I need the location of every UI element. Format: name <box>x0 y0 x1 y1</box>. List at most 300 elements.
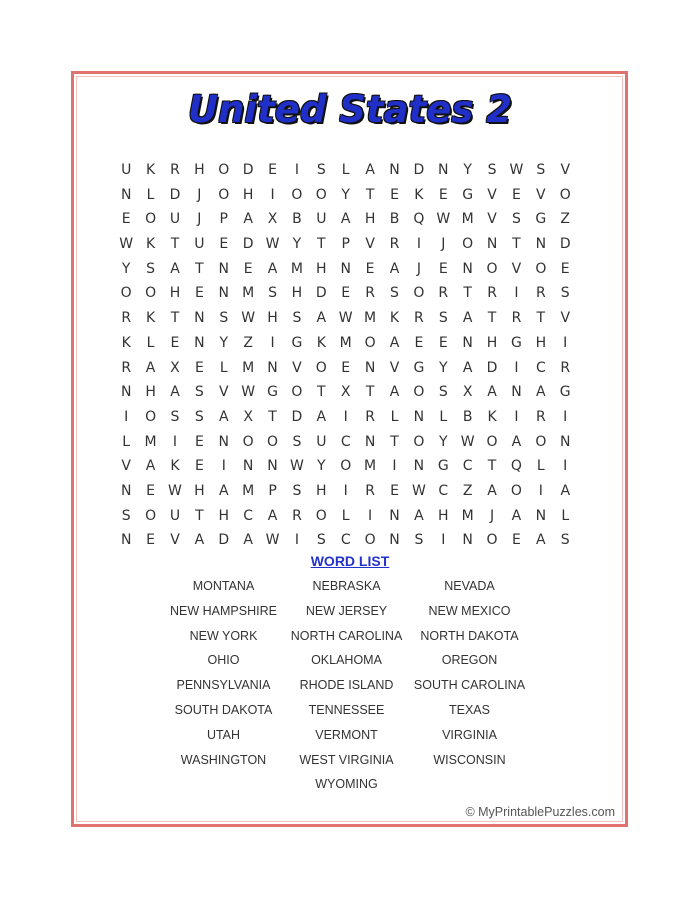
grid-letter: A <box>243 532 253 549</box>
grid-letter: K <box>145 236 156 253</box>
grid-letter: G <box>437 458 449 475</box>
grid-letter: P <box>219 211 228 228</box>
grid-letter: O <box>486 260 498 277</box>
grid-letter: H <box>316 260 327 277</box>
grid-letter: W <box>290 458 304 475</box>
grid-letter: N <box>486 236 498 253</box>
copyright-footer: © MyPrintablePuzzles.com <box>465 805 615 819</box>
grid-letter: L <box>561 507 570 524</box>
grid-letter: E <box>194 433 204 450</box>
grid-letter: I <box>368 507 373 524</box>
grid-letter: I <box>270 186 275 203</box>
grid-letter: N <box>535 236 547 253</box>
grid-letter: R <box>414 310 424 327</box>
word-list-item: SOUTH DAKOTA <box>174 702 273 717</box>
grid-letter: L <box>146 334 155 351</box>
grid-letter: T <box>487 458 497 475</box>
grid-letter: O <box>413 285 425 302</box>
grid-letter: I <box>343 408 348 425</box>
word-list-item: MONTANA <box>192 579 255 593</box>
grid-letter: O <box>315 359 327 376</box>
grid-letter: N <box>194 334 205 351</box>
grid-letter: N <box>389 532 400 549</box>
grid-letter: O <box>413 433 425 450</box>
word-list-item: NEW HAMPSHIRE <box>170 603 277 618</box>
grid-letter: B <box>462 408 473 425</box>
grid-letter: A <box>487 384 497 401</box>
grid-letter: A <box>218 482 229 499</box>
grid-letter: L <box>146 186 155 203</box>
grid-letter: O <box>242 433 254 450</box>
grid-letter: A <box>560 482 571 499</box>
grid-letter: O <box>413 384 425 401</box>
grid-letter: S <box>292 482 302 499</box>
grid-letter: Y <box>219 334 229 351</box>
grid-letter: R <box>560 359 571 376</box>
grid-letter: J <box>441 236 446 253</box>
puzzle-title: United States 2 <box>188 88 512 131</box>
word-list-item: NORTH DAKOTA <box>420 628 519 643</box>
grid-letter: T <box>487 310 497 327</box>
grid-letter: A <box>414 507 424 524</box>
grid-letter: A <box>365 162 375 178</box>
letter-grid <box>114 158 584 553</box>
grid-letter: S <box>292 310 302 327</box>
grid-letter: O <box>462 236 474 253</box>
grid-letter: V <box>487 211 497 228</box>
grid-letter: Y <box>317 458 326 475</box>
grid-letter: W <box>241 310 256 327</box>
grid-letter: E <box>438 186 448 203</box>
grid-letter: L <box>390 408 399 425</box>
grid-letter: W <box>338 310 353 327</box>
grid-letter: H <box>218 507 230 524</box>
grid-letter: I <box>563 334 568 351</box>
grid-letter: S <box>438 310 448 327</box>
grid-letter: I <box>441 532 446 549</box>
grid-letter: I <box>172 433 178 450</box>
grid-letter: O <box>315 507 327 524</box>
grid-letter: S <box>512 211 521 228</box>
grid-letter: U <box>316 211 327 228</box>
grid-letter: R <box>365 408 375 425</box>
grid-letter: V <box>365 236 375 253</box>
grid-letter: V <box>218 384 229 401</box>
grid-letter: A <box>536 532 546 549</box>
grid-letter: S <box>487 162 497 178</box>
grid-letter: M <box>290 260 303 277</box>
grid-letter: M <box>242 285 255 302</box>
grid-letter: O <box>535 433 547 450</box>
grid-letter: A <box>389 384 400 401</box>
grid-letter: M <box>242 482 255 499</box>
grid-letter: W <box>411 482 426 499</box>
grid-letter: R <box>535 285 546 302</box>
grid-letter: L <box>439 408 448 425</box>
grid-letter: M <box>144 433 157 450</box>
grid-letter: R <box>438 285 449 302</box>
grid-letter: D <box>413 162 425 178</box>
grid-letter: K <box>170 458 180 475</box>
word-list-item: RHODE ISLAND <box>299 678 394 693</box>
grid-letter: L <box>219 359 228 376</box>
grid-letter: I <box>416 236 421 253</box>
grid-letter: Y <box>292 236 302 253</box>
word-list-item: WYOMING <box>315 777 378 792</box>
grid-letter: T <box>170 310 180 327</box>
grid-letter: A <box>218 408 229 425</box>
grid-letter: S <box>316 532 326 549</box>
grid-letter: N <box>218 433 229 450</box>
grid-letter: H <box>291 285 303 302</box>
grid-letter: K <box>316 334 326 351</box>
grid-letter: T <box>317 384 326 401</box>
word-list-item: OKLAHOMA <box>311 653 382 668</box>
word-list-item: NEW JERSEY <box>305 603 388 618</box>
grid-letter: O <box>559 186 571 203</box>
grid-letter: W <box>119 236 134 253</box>
grid-letter: D <box>218 532 230 549</box>
grid-letter: I <box>270 334 275 351</box>
grid-letter: H <box>194 162 205 178</box>
grid-letter: L <box>536 458 545 475</box>
grid-letter: Q <box>510 458 522 475</box>
grid-letter: D <box>559 236 571 253</box>
grid-letter: O <box>120 285 132 302</box>
grid-letter: E <box>243 260 253 277</box>
grid-letter: A <box>145 359 156 376</box>
grid-letter: N <box>120 186 132 203</box>
grid-letter: K <box>389 310 400 327</box>
grid-letter: W <box>460 433 475 450</box>
grid-letter: A <box>389 334 400 351</box>
grid-letter: T <box>536 310 546 327</box>
grid-letter: V <box>389 359 400 376</box>
grid-letter: L <box>341 162 350 178</box>
grid-letter: T <box>195 260 204 277</box>
grid-letter: D <box>169 186 181 203</box>
grid-letter: E <box>341 285 351 302</box>
grid-letter: A <box>316 408 327 425</box>
grid-letter: W <box>265 532 280 549</box>
grid-letter: H <box>242 186 254 203</box>
grid-letter: A <box>340 211 351 228</box>
grid-letter: M <box>461 507 474 524</box>
grid-letter: S <box>560 532 570 549</box>
grid-letter: N <box>413 408 425 425</box>
grid-letter: D <box>291 408 303 425</box>
grid-letter: E <box>268 162 277 178</box>
grid-letter: D <box>242 236 254 253</box>
word-list-item: SOUTH CAROLINA <box>413 678 526 693</box>
grid-letter: O <box>510 482 522 499</box>
grid-letter: G <box>535 211 547 228</box>
grid-letter: A <box>267 260 278 277</box>
grid-letter: J <box>489 507 495 524</box>
grid-letter: S <box>560 285 570 302</box>
grid-letter: I <box>221 458 226 475</box>
grid-letter: S <box>194 408 204 425</box>
grid-letter: V <box>121 458 131 475</box>
grid-letter: D <box>486 359 498 376</box>
grid-letter: S <box>146 260 156 277</box>
grid-letter: X <box>462 384 473 401</box>
grid-letter: Q <box>413 211 425 228</box>
grid-letter: Y <box>341 186 350 203</box>
grid-letter: N <box>218 260 229 277</box>
grid-letter: J <box>197 186 202 203</box>
grid-letter: O <box>535 260 547 277</box>
grid-letter: T <box>268 408 277 425</box>
word-list-item: NEBRASKA <box>312 579 381 593</box>
grid-letter: N <box>389 162 400 178</box>
grid-letter: C <box>438 482 449 499</box>
grid-letter: E <box>365 260 375 277</box>
grid-letter: N <box>267 458 278 475</box>
grid-letter: N <box>535 507 547 524</box>
grid-letter: I <box>563 408 568 425</box>
word-list <box>162 576 532 799</box>
grid-letter: S <box>316 162 326 178</box>
grid-letter: N <box>340 260 351 277</box>
grid-letter: H <box>267 310 278 327</box>
grid-letter: N <box>462 532 473 549</box>
grid-letter: X <box>243 408 253 425</box>
grid-letter: L <box>341 507 350 524</box>
grid-letter: H <box>169 285 181 302</box>
grid-letter: A <box>462 310 473 327</box>
grid-letter: T <box>365 186 375 203</box>
grid-letter: A <box>267 507 278 524</box>
grid-letter: A <box>170 260 180 277</box>
grid-letter: K <box>145 162 156 178</box>
grid-letter: G <box>559 384 571 401</box>
grid-letter: M <box>461 211 474 228</box>
grid-letter: N <box>364 359 376 376</box>
grid-letter: V <box>560 310 571 327</box>
grid-letter: N <box>120 384 132 401</box>
grid-letter: O <box>145 507 157 524</box>
grid-letter: E <box>121 211 131 228</box>
word-list-item: UTAH <box>206 727 241 742</box>
grid-letter: E <box>219 236 229 253</box>
word-list-item: TENNESSEE <box>308 702 385 717</box>
grid-letter: Z <box>462 482 473 499</box>
grid-letter: N <box>413 458 425 475</box>
grid-letter: G <box>267 384 278 401</box>
grid-letter: N <box>364 433 376 450</box>
grid-letter: C <box>340 532 351 549</box>
grid-letter: W <box>436 211 451 228</box>
grid-letter: R <box>535 408 546 425</box>
grid-letter: U <box>169 507 181 524</box>
grid-letter: I <box>124 408 129 425</box>
grid-letter: A <box>536 384 546 401</box>
grid-letter: N <box>218 285 229 302</box>
grid-letter: U <box>194 236 205 253</box>
grid-letter: E <box>414 334 424 351</box>
grid-letter: O <box>145 211 157 228</box>
grid-letter: I <box>514 285 519 302</box>
grid-letter: W <box>509 162 524 178</box>
grid-letter: E <box>146 482 156 499</box>
grid-letter: T <box>170 236 180 253</box>
grid-letter: M <box>242 359 255 376</box>
grid-letter: R <box>292 507 302 524</box>
grid-letter: R <box>365 285 375 302</box>
grid-letter: E <box>560 260 570 277</box>
grid-letter: G <box>511 334 522 351</box>
grid-letter: E <box>194 359 204 376</box>
grid-letter: N <box>462 334 473 351</box>
grid-letter: N <box>462 260 473 277</box>
grid-letter: K <box>121 334 131 351</box>
grid-letter: L <box>122 433 131 450</box>
grid-letter: O <box>218 186 230 203</box>
grid-letter: E <box>390 482 399 499</box>
grid-letter: B <box>292 211 302 228</box>
grid-letter: A <box>194 532 205 549</box>
word-list-item: VERMONT <box>315 727 378 742</box>
grid-letter: N <box>194 310 205 327</box>
grid-letter: M <box>364 458 377 475</box>
grid-letter: E <box>438 334 448 351</box>
grid-letter: B <box>389 211 400 228</box>
grid-letter: T <box>365 384 375 401</box>
word-list-item: WASHINGTON <box>180 752 267 767</box>
grid-letter: T <box>195 507 204 524</box>
grid-letter: A <box>145 458 156 475</box>
grid-letter: V <box>536 186 546 203</box>
grid-letter: E <box>194 285 204 302</box>
grid-letter: P <box>341 236 350 253</box>
grid-letter: X <box>340 384 351 401</box>
grid-letter: S <box>390 285 399 302</box>
grid-letter: K <box>145 310 156 327</box>
grid-letter: H <box>316 482 327 499</box>
grid-letter: E <box>194 458 204 475</box>
word-list-item: WEST VIRGINIA <box>299 752 394 767</box>
grid-letter: C <box>243 507 254 524</box>
word-list-item: OREGON <box>441 653 498 668</box>
grid-letter: M <box>339 334 352 351</box>
grid-letter: V <box>560 162 571 178</box>
grid-letter: W <box>168 482 182 499</box>
grid-letter: U <box>316 433 327 450</box>
grid-letter: H <box>364 211 376 228</box>
grid-letter: O <box>486 532 498 549</box>
grid-letter: K <box>487 408 497 425</box>
grid-letter: E <box>438 260 448 277</box>
grid-letter: E <box>341 359 351 376</box>
grid-letter: Y <box>121 260 131 277</box>
grid-letter: V <box>292 359 302 376</box>
grid-letter: A <box>511 433 522 450</box>
grid-letter: S <box>536 162 546 178</box>
grid-letter: H <box>486 334 498 351</box>
grid-letter: S <box>170 408 180 425</box>
word-list-item: NEW YORK <box>189 628 258 643</box>
grid-letter: N <box>559 433 571 450</box>
grid-letter: T <box>463 285 472 302</box>
grid-letter: E <box>512 186 521 203</box>
grid-letter: U <box>169 211 181 228</box>
grid-letter: A <box>170 384 180 401</box>
grid-letter: N <box>389 507 400 524</box>
grid-letter: N <box>120 482 132 499</box>
grid-letter: K <box>414 186 424 203</box>
grid-letter: Z <box>560 211 571 228</box>
word-list-heading: WORD LIST <box>310 553 390 569</box>
grid-letter: C <box>462 458 473 475</box>
grid-letter: X <box>170 359 180 376</box>
grid-letter: E <box>512 532 521 549</box>
grid-letter: E <box>146 532 156 549</box>
grid-letter: S <box>414 532 424 549</box>
grid-letter: I <box>563 458 568 475</box>
grid-letter: Z <box>243 334 253 351</box>
word-list-item: NEW MEXICO <box>428 603 511 618</box>
grid-letter: T <box>390 433 399 450</box>
grid-letter: O <box>291 186 303 203</box>
grid-letter: N <box>267 359 278 376</box>
grid-letter: S <box>194 384 204 401</box>
grid-letter: A <box>487 482 497 499</box>
grid-letter: S <box>219 310 229 327</box>
grid-letter: A <box>243 211 253 228</box>
grid-letter: I <box>343 482 348 499</box>
word-list-item: PENNSYLVANIA <box>176 678 271 693</box>
grid-letter: A <box>389 260 400 277</box>
grid-letter: I <box>514 408 519 425</box>
word-list-item: NORTH CAROLINA <box>290 628 403 643</box>
grid-letter: C <box>340 433 351 450</box>
grid-letter: S <box>438 384 448 401</box>
grid-letter: H <box>535 334 547 351</box>
word-list-item: OHIO <box>207 653 240 668</box>
grid-letter: R <box>389 236 400 253</box>
grid-letter: Y <box>438 433 448 450</box>
grid-letter: V <box>170 532 180 549</box>
grid-letter: O <box>145 285 157 302</box>
grid-letter: T <box>317 236 326 253</box>
grid-letter: J <box>416 260 421 277</box>
grid-letter: T <box>512 236 521 253</box>
grid-letter: J <box>197 211 202 228</box>
grid-letter: D <box>315 285 327 302</box>
grid-letter: O <box>364 334 376 351</box>
grid-letter: V <box>487 186 497 203</box>
grid-letter: R <box>121 310 132 327</box>
grid-letter: O <box>145 408 157 425</box>
grid-letter: N <box>242 458 254 475</box>
grid-letter: I <box>538 482 543 499</box>
grid-letter: E <box>390 186 399 203</box>
grid-letter: H <box>194 482 205 499</box>
grid-letter: V <box>511 260 522 277</box>
grid-letter: D <box>242 162 254 178</box>
word-list-item: NEVADA <box>444 579 495 593</box>
grid-letter: S <box>268 285 277 302</box>
grid-letter: O <box>486 433 498 450</box>
grid-letter: R <box>170 162 180 178</box>
grid-letter: O <box>364 532 376 549</box>
grid-letter: Y <box>438 359 448 376</box>
grid-letter: O <box>267 433 279 450</box>
grid-letter: O <box>218 162 230 178</box>
grid-letter: I <box>514 359 519 376</box>
grid-letter: G <box>291 334 303 351</box>
